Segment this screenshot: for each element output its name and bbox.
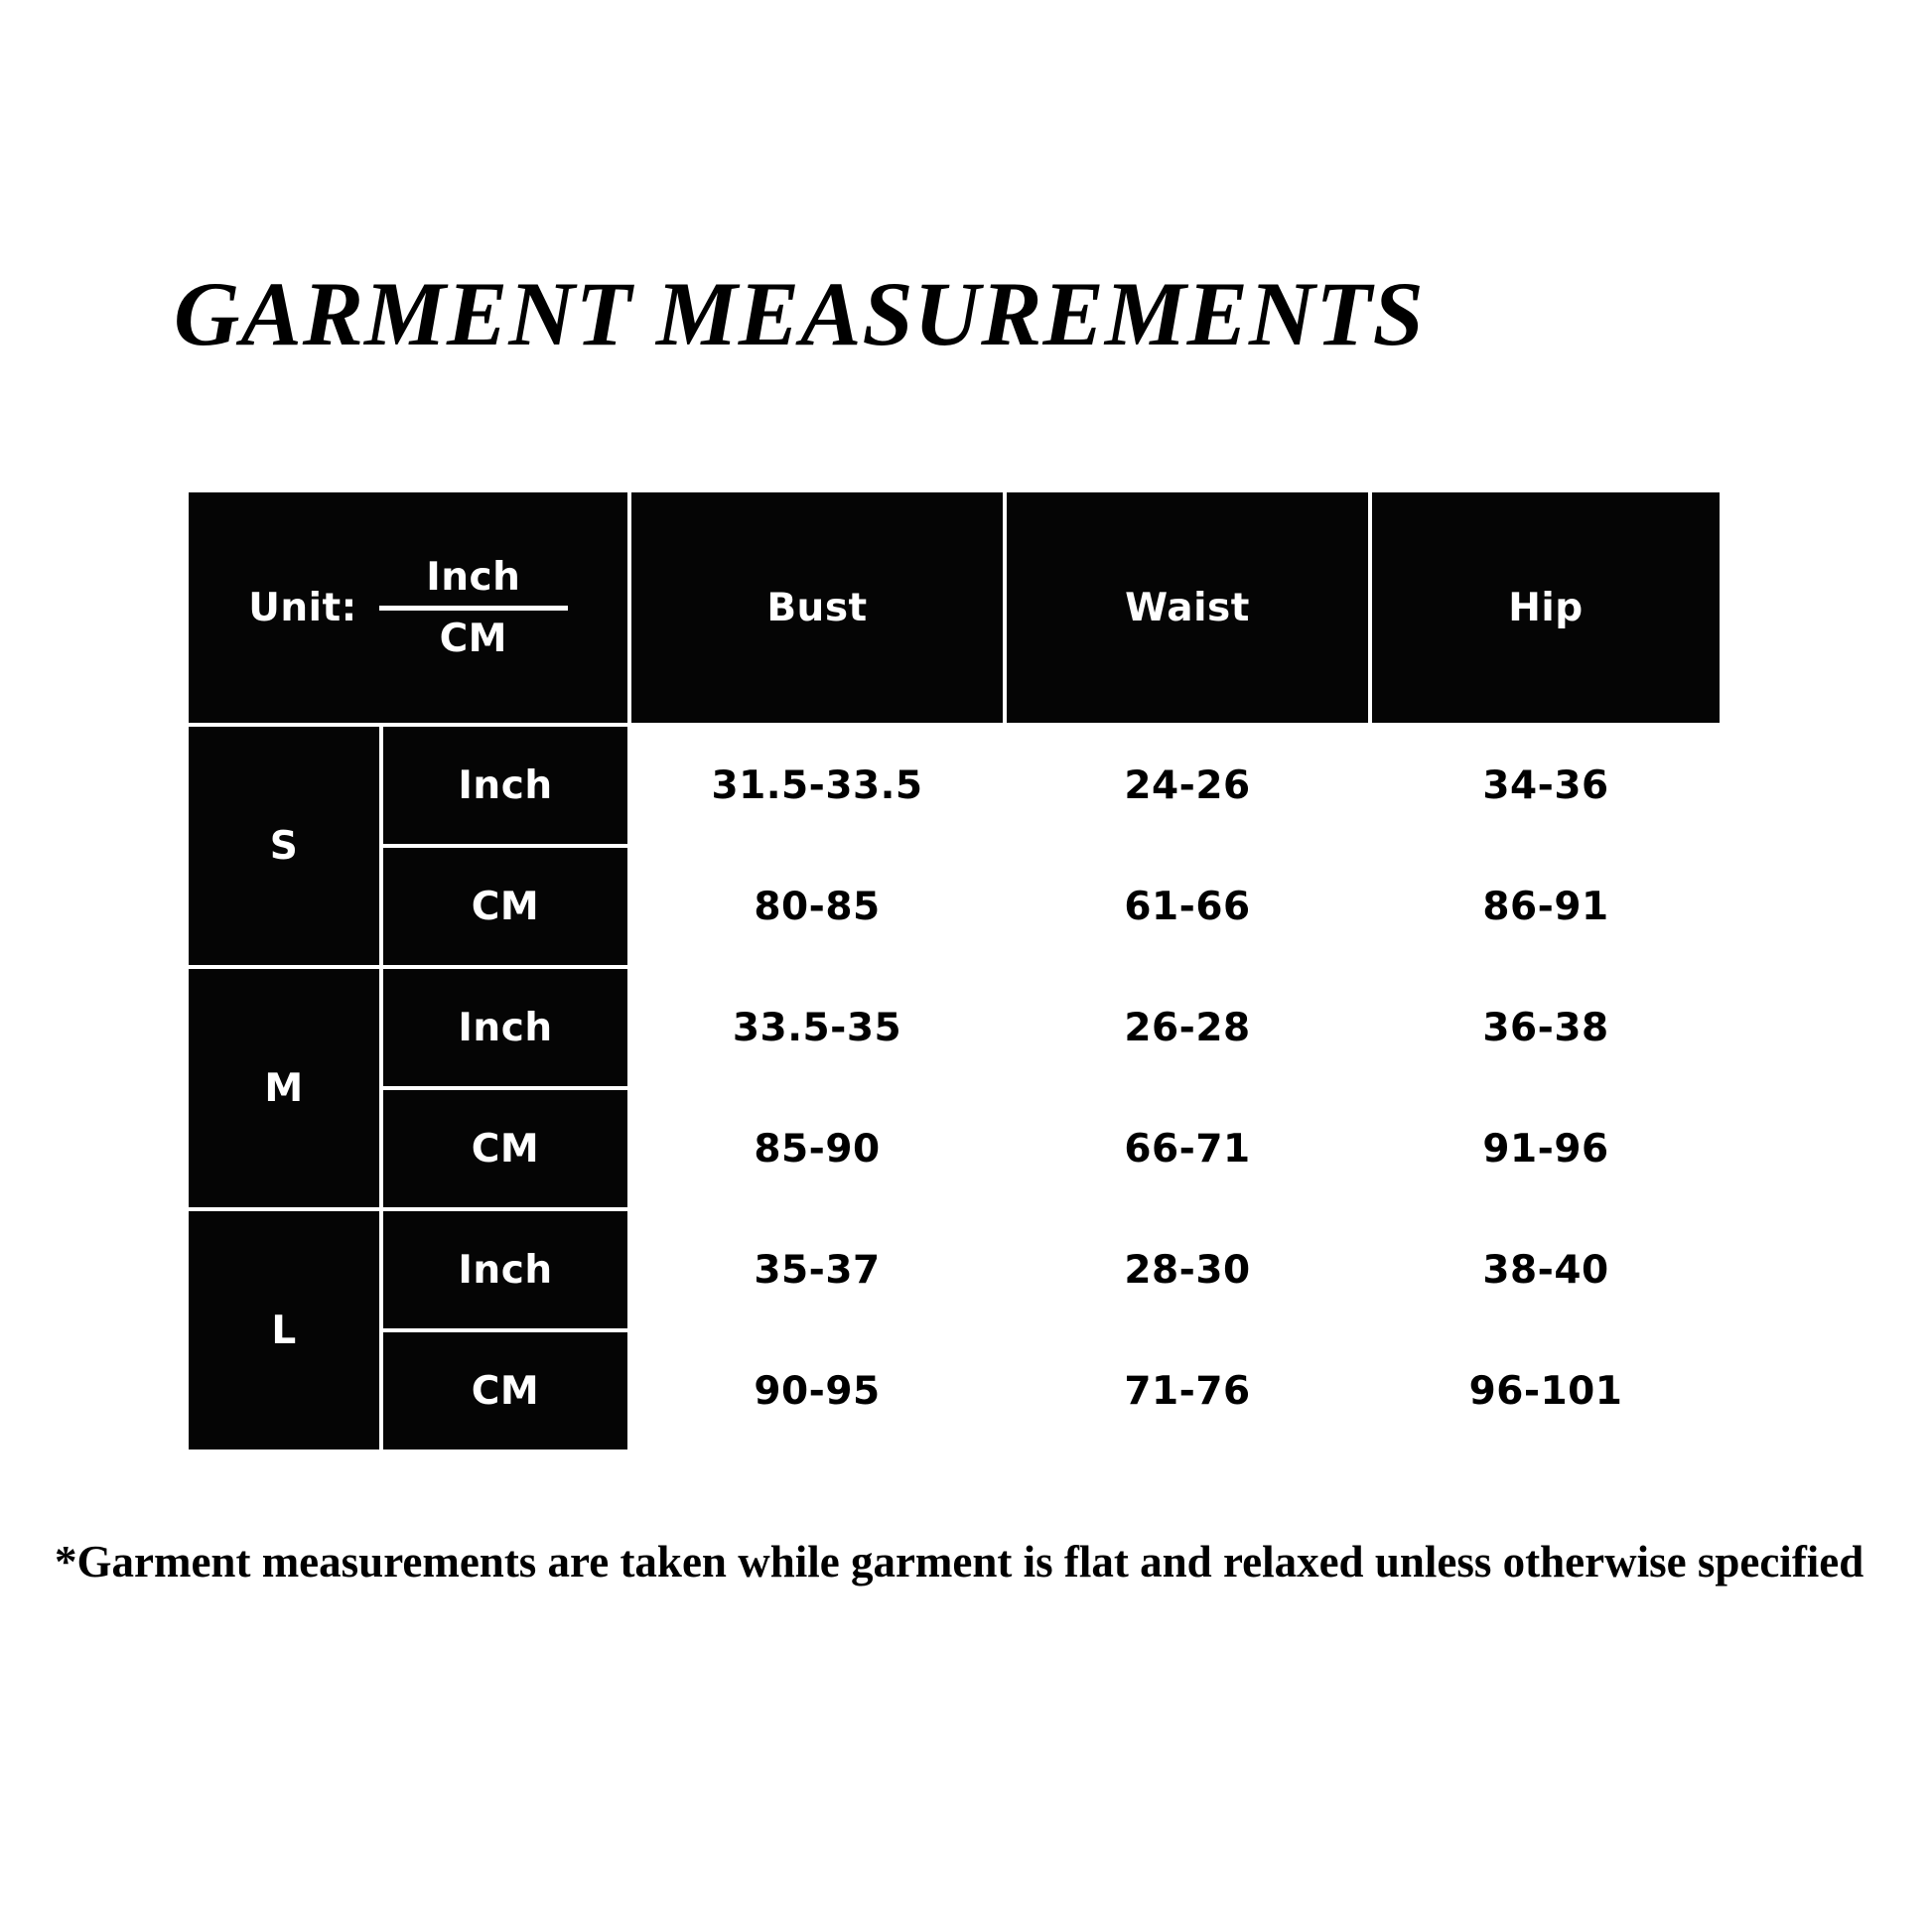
size-label-l: L	[187, 1209, 381, 1451]
cell-hip-s-inch: 34-36	[1370, 725, 1722, 846]
cell-hip-l-inch: 38-40	[1370, 1209, 1722, 1330]
page-title: GARMENT MEASUREMENTS	[174, 263, 1425, 364]
header-unit-fraction	[379, 555, 568, 661]
row-unit-l-inch: Inch	[381, 1209, 629, 1330]
cell-hip-s-cm: 86-91	[1370, 846, 1722, 967]
row-unit-l-cm: CM	[381, 1330, 629, 1451]
row-unit-m-cm: CM	[381, 1088, 629, 1209]
table-header-row	[187, 490, 1722, 725]
cell-waist-m-inch: 26-28	[1005, 967, 1370, 1088]
cell-bust-m-cm: 85-90	[629, 1088, 1005, 1209]
cell-waist-l-inch: 28-30	[1005, 1209, 1370, 1330]
cell-hip-m-inch: 36-38	[1370, 967, 1722, 1088]
cell-waist-m-cm: 66-71	[1005, 1088, 1370, 1209]
row-unit-s-cm: CM	[381, 846, 629, 967]
measurements-table-container	[185, 488, 1720, 1453]
cell-bust-s-cm: 80-85	[629, 846, 1005, 967]
cell-hip-l-cm: 96-101	[1370, 1330, 1722, 1451]
measurements-table	[185, 488, 1724, 1453]
header-bust: Bust	[629, 490, 1005, 725]
header-waist: Waist	[1005, 490, 1370, 725]
table-row	[187, 725, 1722, 846]
table-row	[187, 1209, 1722, 1330]
header-unit-inch: Inch	[426, 554, 521, 600]
cell-bust-s-inch: 31.5-33.5	[629, 725, 1005, 846]
header-unit-cm: CM	[439, 616, 507, 661]
table-row	[187, 846, 1722, 967]
header-unit-cell	[187, 490, 629, 725]
cell-bust-l-inch: 35-37	[629, 1209, 1005, 1330]
size-label-m: M	[187, 967, 381, 1209]
table-row	[187, 1330, 1722, 1451]
cell-waist-l-cm: 71-76	[1005, 1330, 1370, 1451]
cell-bust-m-inch: 33.5-35	[629, 967, 1005, 1088]
measurement-footnote: *Garment measurements are taken while garment is flat and relaxed unless otherwise specified	[55, 1537, 1864, 1587]
cell-waist-s-inch: 24-26	[1005, 725, 1370, 846]
row-unit-m-inch: Inch	[381, 967, 629, 1088]
header-unit-label: Unit:	[248, 585, 357, 630]
table-row	[187, 1088, 1722, 1209]
cell-bust-l-cm: 90-95	[629, 1330, 1005, 1451]
header-hip: Hip	[1370, 490, 1722, 725]
size-label-s: S	[187, 725, 381, 967]
cell-hip-m-cm: 91-96	[1370, 1088, 1722, 1209]
row-unit-s-inch: Inch	[381, 725, 629, 846]
table-row	[187, 967, 1722, 1088]
cell-waist-s-cm: 61-66	[1005, 846, 1370, 967]
